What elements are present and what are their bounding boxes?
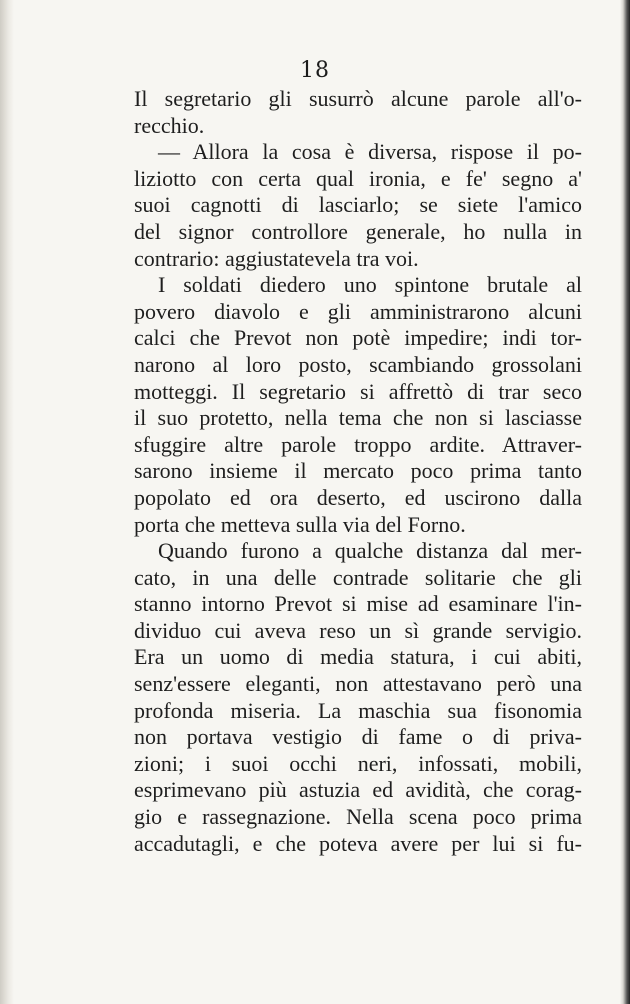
text-line: del signor controllore generale, ho nulla in <box>134 218 582 244</box>
text-line: Era un uomo di media statura, i cui abiti, <box>134 644 582 670</box>
text-line: il suo protetto, nella tema che non si lasciasse <box>134 405 582 431</box>
text-line: recchio. <box>134 112 205 138</box>
text-line: popolato ed ora deserto, ed uscirono dalla <box>134 484 582 510</box>
text-line: porta che metteva sulla via del Forno. <box>134 511 466 537</box>
text-line: povero diavolo e gli amministrarono alcuni <box>134 298 582 324</box>
text-line: accadutagli, e che poteva avere per lui si fu- <box>134 830 582 856</box>
text-line: non portava vestigio di fame o di priva- <box>134 724 582 750</box>
text-line: narono al loro posto, scambiando grossolani <box>134 351 582 377</box>
text-line: contrario: aggiustatevela tra voi. <box>134 245 419 271</box>
text-line: gio e rassegnazione. Nella scena poco prima <box>134 804 582 830</box>
text-line: sfuggire altre parole troppo ardite. Attraver- <box>134 431 582 457</box>
text-line: dividuo cui aveva reso un sì grande servigio. <box>134 617 582 643</box>
text-line: cato, in una delle contrade solitarie che gli <box>134 564 582 590</box>
text-line: esprimevano più astuzia ed avidità, che corag- <box>134 777 582 803</box>
text-line: motteggi. Il segretario si affrettò di trar seco <box>134 378 582 404</box>
text-line: Il segretario gli susurrò alcune parole all'o- <box>134 86 582 111</box>
text-line: liziotto con certa qual ironia, e fe' segno a' <box>134 165 582 191</box>
text-line: sarono insieme il mercato poco prima tanto <box>134 458 582 484</box>
page-left-edge <box>0 0 14 1004</box>
text-line: senz'essere eleganti, non attestavano però una <box>134 671 582 697</box>
text-line: suoi cagnotti di lasciarlo; se siete l'amico <box>134 192 582 218</box>
text-line: stanno intorno Prevot si mise ad esaminare l'in- <box>134 591 582 617</box>
text-line: zioni; i suoi occhi neri, infossati, mobili, <box>134 750 582 776</box>
text-line: calci che Prevot non potè impedire; indi tor- <box>134 325 582 351</box>
page-right-edge <box>620 0 630 1004</box>
text-line: — Allora la cosa è diversa, rispose il po- <box>158 139 582 165</box>
text-line: I soldati diedero uno spintone brutale al <box>158 272 582 298</box>
body-text <box>134 86 582 857</box>
text-line: Quando furono a qualche distanza dal mer- <box>158 538 582 564</box>
page-number: 18 <box>300 58 330 83</box>
text-line: profonda miseria. La maschia sua fisonomia <box>134 697 582 723</box>
